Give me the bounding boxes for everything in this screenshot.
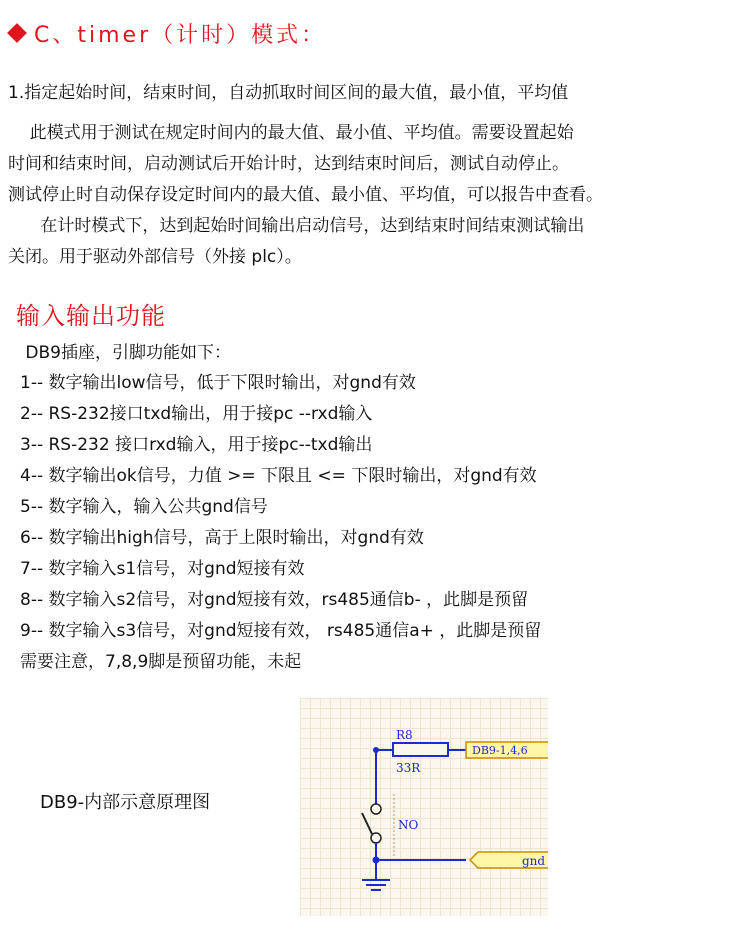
pin-item: 5-- 数字输入，输入公共gnd信号 — [20, 497, 268, 517]
schematic-diagram — [300, 698, 548, 916]
section-note: 需要注意，7,8,9脚是预留功能，未起 — [20, 652, 302, 672]
paragraph-line: 关闭。用于驱动外部信号（外接 plc）。 — [8, 247, 302, 267]
switch-contact — [371, 804, 381, 814]
mode-heading — [10, 18, 326, 49]
paragraph-line: 测试停止时自动保存设定时间内的最大值、最小值、平均值，可以报告中查看。 — [8, 185, 603, 205]
paragraph-line: 时间和结束时间，启动测试后开始计时，达到结束时间后，测试自动停止。 — [8, 154, 569, 174]
switch-label: NO — [398, 818, 419, 832]
resistor-value-label: 33R — [396, 761, 421, 775]
mode-heading-text: C、timer（计时）模式： — [34, 23, 327, 48]
section-title: 输入输出功能 — [16, 302, 166, 330]
switch-contact — [371, 833, 381, 843]
port-db9-label: DB9-1,4,6 — [472, 744, 528, 757]
paragraph-line: 在计时模式下，达到起始时间输出启动信号，达到结束时间结束测试输出 — [8, 216, 585, 236]
port-gnd-label: gnd — [522, 854, 546, 868]
pin-item: 4-- 数字输出ok信号，力值 >= 下限且 <= 下限时输出，对gnd有效 — [20, 466, 537, 486]
paragraph-line: 1.指定起始时间，结束时间，自动抓取时间区间的最大值，最小值，平均值 — [8, 83, 569, 103]
section-intro: DB9插座，引脚功能如下： — [20, 343, 231, 363]
pin-item: 8-- 数字输入s2信号，对gnd短接有效，rs485通信b- ，此脚是预留 — [20, 590, 529, 610]
junction-dot — [373, 747, 379, 753]
pin-item: 2-- RS-232接口txd输出，用于接pc --rxd输入 — [20, 404, 373, 424]
pin-item: 3-- RS-232 接口rxd输入，用于接pc--txd输出 — [20, 435, 373, 455]
schematic-svg — [300, 698, 548, 916]
paragraph-line: 此模式用于测试在规定时间内的最大值、最小值、平均值。需要设置起始 — [8, 123, 574, 143]
resistor-symbol — [393, 743, 448, 756]
switch-blade — [362, 813, 372, 834]
pin-item: 6-- 数字输出high信号，高于上限时输出，对gnd有效 — [20, 528, 424, 548]
diamond-bullet-icon — [7, 23, 27, 43]
diagram-caption: DB9-内部示意原理图 — [40, 792, 211, 813]
pin-item: 7-- 数字输入s1信号，对gnd短接有效 — [20, 559, 305, 579]
resistor-ref-label: R8 — [396, 728, 413, 742]
pin-item: 1-- 数字输出low信号，低于下限时输出，对gnd有效 — [20, 373, 416, 393]
pin-item: 9-- 数字输入s3信号，对gnd短接有效， rs485通信a+ ，此脚是预留 — [20, 621, 542, 641]
